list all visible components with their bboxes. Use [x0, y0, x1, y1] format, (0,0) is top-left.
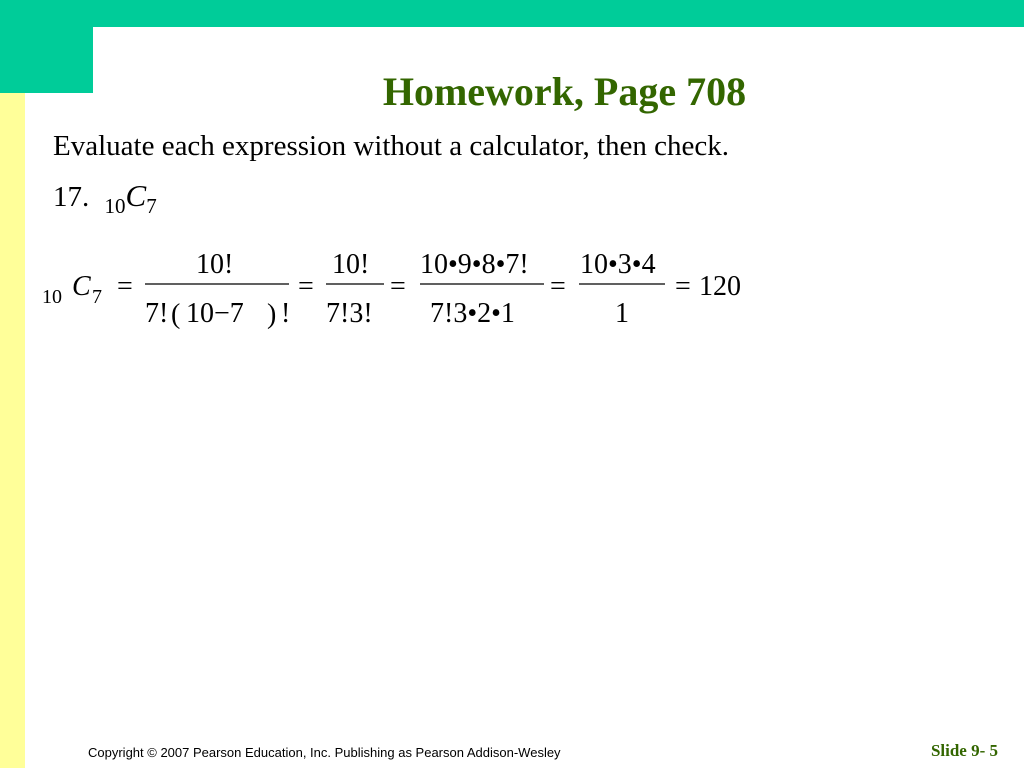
eq-lhs-combination-symbol: C: [72, 271, 91, 302]
problem-number: 17.: [53, 181, 90, 213]
eq-equals-4: =: [550, 271, 566, 302]
eq-frac3-denominator: 7!3•2•1: [430, 298, 515, 329]
copyright-footer: Copyright © 2007 Pearson Education, Inc. Publishing as Pearson Addison-Wesley: [88, 745, 561, 760]
eq-frac1-left-paren: (: [171, 299, 181, 330]
problem-subscript-r: 7: [146, 194, 157, 218]
eq-frac1-denominator-inner: 10−7: [186, 298, 244, 329]
eq-frac1-denominator-right: !: [281, 298, 291, 329]
eq-result: 120: [699, 271, 741, 302]
eq-frac2-denominator: 7!3!: [326, 298, 373, 329]
eq-frac3-numerator: 10•9•8•7!: [420, 249, 529, 280]
eq-equals-1: =: [117, 271, 133, 302]
problem-subscript-n: 10: [104, 194, 126, 218]
problem-combination-symbol: C: [125, 178, 147, 213]
eq-frac4-numerator: 10•3•4: [580, 249, 656, 280]
eq-lhs-subscript-n: 10: [42, 286, 62, 308]
eq-frac2-numerator: 10!: [332, 249, 370, 280]
eq-frac1-denominator-left: 7!: [145, 298, 169, 329]
slide-title: Homework, Page 708: [382, 69, 747, 114]
eq-frac1-right-paren: ): [267, 299, 277, 330]
instructions-text: Evaluate each expression without a calculator, then check.: [53, 130, 730, 162]
eq-lhs-subscript-r: 7: [92, 286, 102, 308]
eq-equals-3: =: [390, 271, 406, 302]
eq-frac4-denominator: 1: [615, 298, 629, 329]
eq-equals-5: =: [675, 271, 691, 302]
slide-number: Slide 9- 5: [930, 741, 998, 760]
eq-frac1-numerator: 10!: [196, 249, 234, 280]
eq-equals-2: =: [298, 271, 314, 302]
